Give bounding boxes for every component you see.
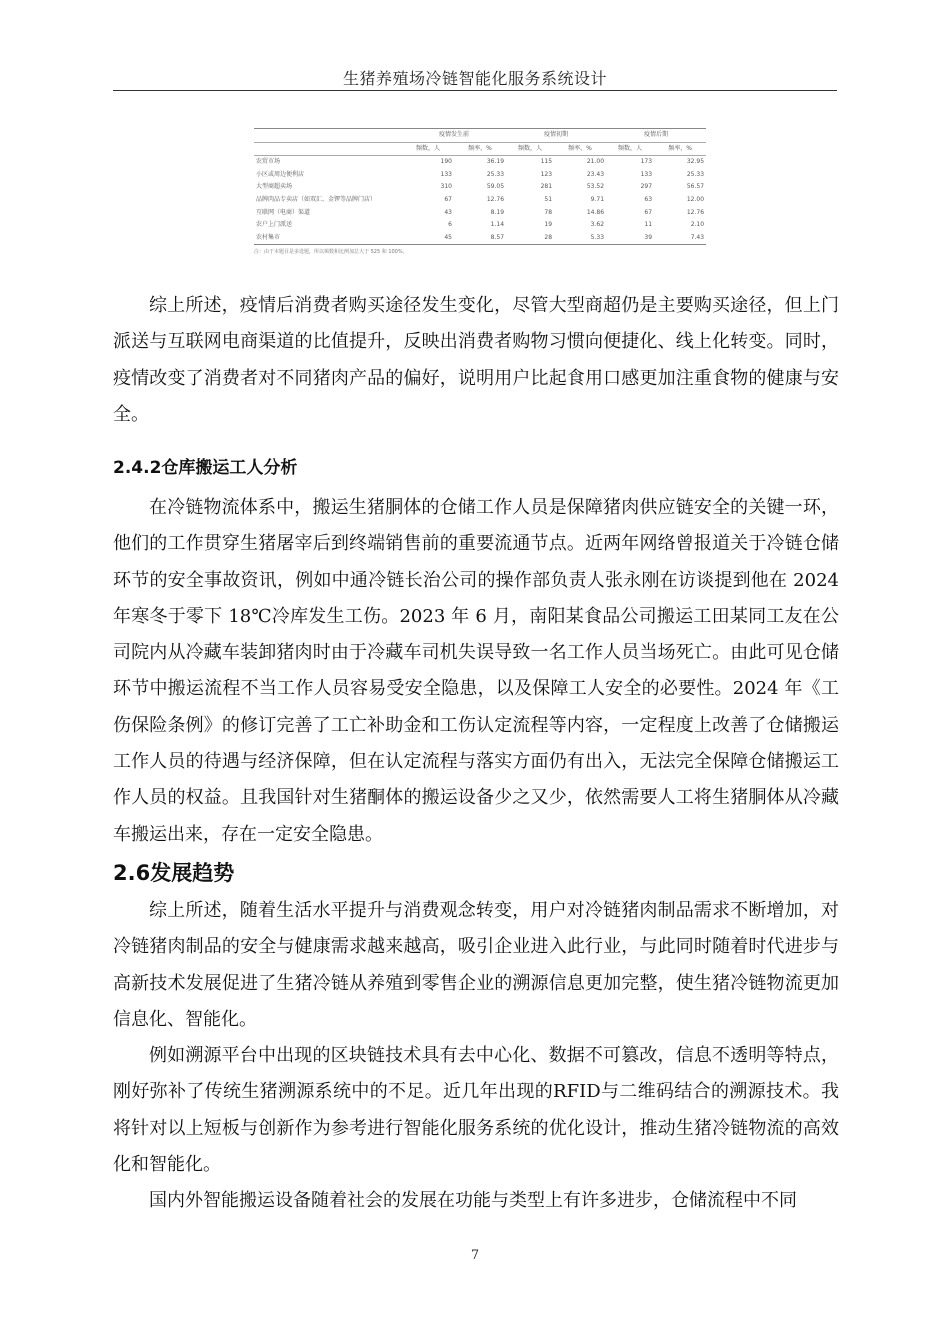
table-sub-header: 频率，% bbox=[654, 142, 706, 156]
table-cell: 12.76 bbox=[686, 208, 705, 216]
table-sub-header: 频数，人 bbox=[402, 142, 454, 156]
table-row bbox=[254, 156, 706, 169]
table-cell: 14.86 bbox=[586, 208, 605, 216]
table-cell: 大型商超卖场 bbox=[256, 183, 293, 191]
table-cell: 63 bbox=[644, 195, 653, 203]
section-heading-2-6: 2.6发展趋势 bbox=[113, 861, 235, 885]
table-cell: 39 bbox=[606, 232, 654, 245]
table-corner bbox=[254, 129, 402, 143]
table-cell: 小区或周边便利店 bbox=[256, 170, 305, 178]
table-cell: 品牌肉品专卖店（如双汇、金锣等品牌门店） bbox=[256, 195, 377, 203]
table-cell: 25.33 bbox=[486, 170, 505, 178]
table-cell: 297 bbox=[640, 183, 653, 191]
section-heading-2-4-2: 2.4.2仓库搬运工人分析 bbox=[113, 458, 298, 478]
table-cell: 281 bbox=[540, 183, 553, 191]
table-cell: 78 bbox=[544, 208, 553, 216]
table-cell: 8.57 bbox=[454, 232, 506, 245]
table-group-header: 疫情后期 bbox=[606, 129, 706, 143]
table-row bbox=[254, 181, 706, 194]
table-cell: 56.57 bbox=[686, 183, 705, 191]
table-row bbox=[254, 169, 706, 182]
table-cell: 133 bbox=[440, 170, 452, 178]
table-cell: 59.05 bbox=[486, 183, 505, 191]
table-row bbox=[254, 194, 706, 207]
table-cell: 43 bbox=[444, 208, 452, 216]
table-cell: 农贸市场 bbox=[256, 158, 281, 166]
table-cell: 133 bbox=[640, 170, 653, 178]
table-cell: 11 bbox=[644, 221, 653, 229]
table-row bbox=[254, 232, 706, 245]
table-cell: 5.33 bbox=[554, 232, 606, 245]
table-cell: 12.76 bbox=[486, 195, 505, 203]
header-divider bbox=[113, 90, 837, 91]
table-cell: 51 bbox=[544, 195, 553, 203]
table-row bbox=[254, 219, 706, 232]
table-cell: 190 bbox=[440, 158, 452, 166]
table-cell: 28 bbox=[506, 232, 554, 245]
paragraph-handling-equipment: 国内外智能搬运设备随着社会的发展在功能与类型上有许多进步，仓储流程中不同 bbox=[149, 1190, 797, 1211]
table-cell: 310 bbox=[440, 183, 452, 191]
table-cell: 173 bbox=[640, 158, 653, 166]
table-cell: 21.00 bbox=[586, 158, 605, 166]
table-cell: 1.14 bbox=[490, 221, 505, 229]
table-cell: 3.62 bbox=[590, 221, 605, 229]
table-cell: 36.19 bbox=[486, 158, 505, 166]
table-cell: 6 bbox=[448, 221, 452, 229]
table-cell: 互联网（电商）渠道 bbox=[256, 208, 311, 216]
table-cell: 45 bbox=[402, 232, 454, 245]
table-cell: 123 bbox=[540, 170, 553, 178]
table-cell: 9.71 bbox=[590, 195, 605, 203]
table-cell: 32.95 bbox=[686, 158, 705, 166]
table-cell: 19 bbox=[544, 221, 553, 229]
paragraph-trend-summary: 综上所述，随着生活水平提升与消费观念转变，用户对冷链猪肉制品需求不断增加，对冷链猪肉制品的安全与健康需求越来越高，吸引企业进入此行业，与此同时随着时代进步与高新技术发展促进了生猪冷链从养殖到零售企业的溯源信息更加完整，使生猪冷链物流更加信息化、智能化。 bbox=[113, 900, 839, 1030]
table-group-header: 疫情初期 bbox=[506, 129, 606, 143]
page-number: 7 bbox=[470, 1248, 480, 1263]
table-cell: 12.00 bbox=[686, 195, 705, 203]
running-title: 生猪养殖场冷链智能化服务系统设计 bbox=[342, 69, 607, 88]
table-sub-header: 频率，% bbox=[554, 142, 606, 156]
paragraph-traceability: 例如溯源平台中出现的区块链技术具有去中心化、数据不可篡改，信息不透明等特点，刚好弥补了传统生猪溯源系统中的不足。近几年出现的RFID与二维码结合的溯源技术。我将针对以上短板与创新作为参考进行智能化服务系统的优化设计，推动生猪冷链物流的高效化和智能化。 bbox=[113, 1045, 839, 1175]
table-cell: 23.43 bbox=[586, 170, 605, 178]
table-cell: 25.33 bbox=[686, 170, 705, 178]
paragraph-summary: 综上所述，疫情后消费者购买途径发生变化，尽管大型商超仍是主要购买途径，但上门派送与互联网电商渠道的比值提升，反映出消费者购物习惯向便捷化、线上化转变。同时，疫情改变了消费者对不同猪肉产品的偏好，说明用户比起食用口感更加注重食物的健康与安全。 bbox=[113, 295, 839, 425]
table-cell: 67 bbox=[444, 195, 452, 203]
table-sub-header: 频率，% bbox=[454, 142, 506, 156]
paragraph-warehouse-workers: 在冷链物流体系中，搬运生猪胴体的仓储工作人员是保障猪肉供应链安全的关键一环，他们的工作贯穿生猪屠宰后到终端销售前的重要流通节点。近两年网络曾报道关于冷链仓储环节的安全事故资讯，例如中通冷链长治公司的操作部负责人张永刚在访谈提到他在 2024 年寒冬于零下 18℃冷库发生工伤。2023 年 6 月，南阳某食品公司搬运工田某同工友在公司院内从冷藏车装卸猪肉时由于冷藏车司机失误导致一名工作人员当场死亡。由此可见仓储环节中搬运流程不当工作人员容易受安全隐患，以及保障工人安全的必要性。2024 年《工伤保险条例》的修订完善了工亡补助金和工伤认定流程等内容，一定程度上改善了仓储搬运工作人员的待遇与经济保障，但在认定流程与落实方面仍有出入，无法完全保障仓储搬运工作人员的权益。且我国针对生猪酮体的搬运设备少之又少，依然需要人工将生猪胴体从冷藏车搬运出来，存在一定安全隐患。 bbox=[113, 497, 839, 845]
table-cell: 农村集市 bbox=[254, 232, 402, 245]
table-cell: 67 bbox=[644, 208, 653, 216]
table-note: 注：由于本题目是多选题，所以频数和比例加总大于 525 和 100%。 bbox=[254, 249, 408, 256]
table-sub-header: 频数，人 bbox=[506, 142, 554, 156]
table-sub-header: 频数，人 bbox=[606, 142, 654, 156]
table-cell: 115 bbox=[540, 158, 553, 166]
purchase-channel-table bbox=[254, 128, 706, 255]
table-group-header: 疫情发生前 bbox=[402, 129, 506, 143]
table-corner bbox=[254, 142, 402, 156]
table-cell: 2.10 bbox=[690, 221, 705, 229]
table-cell: 7.43 bbox=[654, 232, 706, 245]
table-cell: 53.52 bbox=[586, 183, 605, 191]
table-row bbox=[254, 207, 706, 220]
table-cell: 农户上门派送 bbox=[256, 221, 293, 229]
table-cell: 8.19 bbox=[490, 208, 505, 216]
